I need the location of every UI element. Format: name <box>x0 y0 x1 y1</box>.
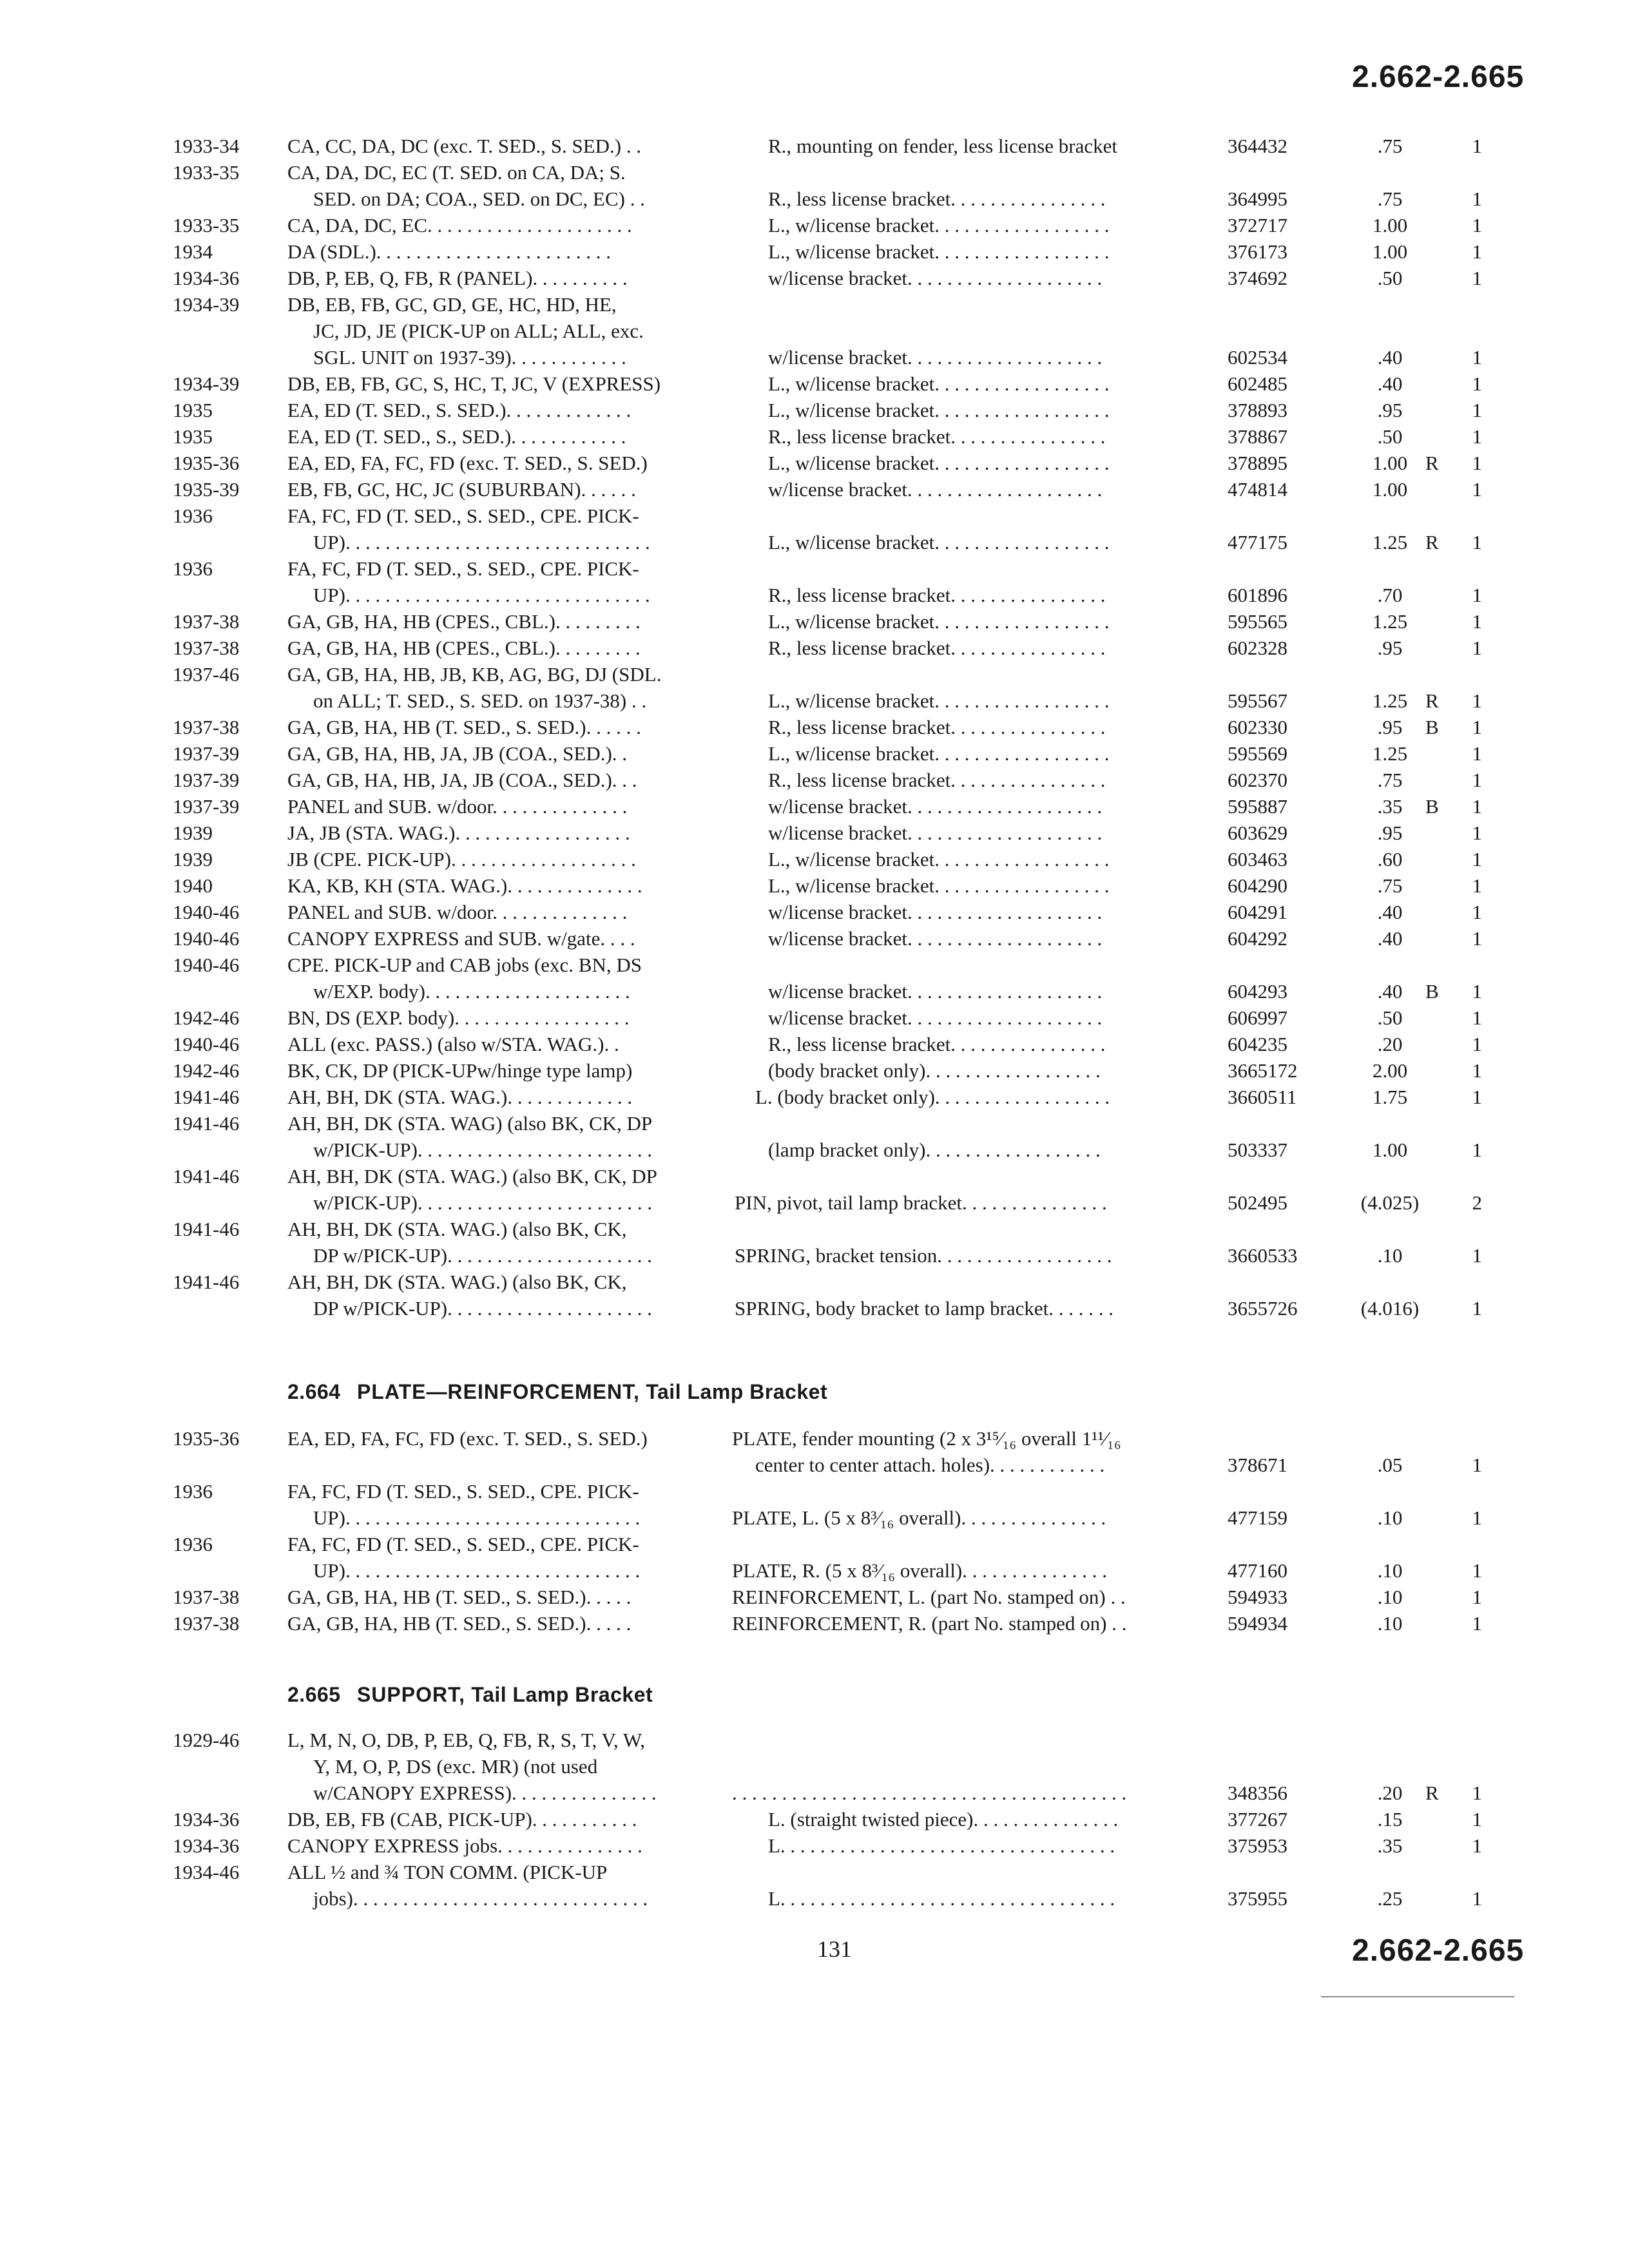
part-number-cell: 604293 <box>1228 980 1287 1003</box>
part-number-cell: 602534 <box>1228 346 1287 369</box>
part-number-cell: 477175 <box>1228 531 1287 553</box>
year-cell: 1937-38 <box>173 1612 240 1635</box>
quantity-cell: 1 <box>1472 187 1482 210</box>
year-cell: 1941-46 <box>173 1112 240 1135</box>
models-cell: SGL. UNIT on 1937-39). . . . . . . . . . . . <box>313 346 626 369</box>
description-cell: . . . . . . . . . . . . . . . . . . . . . . . . . . . . . . . . . . . . . . . . <box>732 1782 1127 1804</box>
price-cell: .10 <box>1377 1612 1403 1635</box>
models-cell: DP w/PICK-UP). . . . . . . . . . . . . . . . . . . . . <box>313 1244 652 1267</box>
quantity-cell: 1 <box>1472 478 1482 501</box>
part-number-cell: 604291 <box>1228 901 1287 923</box>
year-cell: 1929-46 <box>173 1729 240 1751</box>
part-number-cell: 595565 <box>1228 610 1287 633</box>
year-cell: 1940-46 <box>173 927 240 950</box>
footer-rule <box>1321 1996 1514 1997</box>
description-cell: L., w/license bracket. . . . . . . . . . . . . . . . . . <box>768 742 1110 765</box>
price-cell: 1.00 <box>1372 478 1408 501</box>
price-cell: .10 <box>1377 1586 1403 1608</box>
part-number-cell: 602328 <box>1228 637 1287 659</box>
part-number-cell: 602370 <box>1228 769 1287 791</box>
models-cell: EA, ED (T. SED., S., SED.). . . . . . . . . . . . <box>287 425 626 448</box>
price-cell: 1.00 <box>1372 240 1408 263</box>
models-cell: jobs). . . . . . . . . . . . . . . . . . . . . . . . . . . . . . <box>313 1887 648 1910</box>
year-cell: 1935 <box>173 425 213 448</box>
models-cell: GA, GB, HA, HB, JB, KB, AG, BG, DJ (SDL. <box>287 663 662 686</box>
part-number-cell: 474814 <box>1228 478 1287 501</box>
models-cell: DP w/PICK-UP). . . . . . . . . . . . . . . . . . . . . <box>313 1297 652 1320</box>
models-cell: w/PICK-UP). . . . . . . . . . . . . . . . . . . . . . . . <box>313 1191 653 1214</box>
year-cell: 1937-46 <box>173 663 240 686</box>
section-suffix: Tail Lamp Bracket <box>646 1380 828 1403</box>
models-cell: GA, GB, HA, HB (CPES., CBL.). . . . . . . . . <box>287 610 641 633</box>
year-cell: 1941-46 <box>173 1086 240 1108</box>
part-number-cell: 601896 <box>1228 584 1287 606</box>
models-cell: FA, FC, FD (T. SED., S. SED., CPE. PICK- <box>287 557 639 580</box>
part-number-cell: 377267 <box>1228 1808 1287 1831</box>
section-name: SUPPORT, <box>356 1683 465 1706</box>
models-cell: ALL (exc. PASS.) (also w/STA. WAG.). . <box>287 1033 619 1055</box>
price-cell: (4.025) <box>1360 1191 1420 1214</box>
models-cell: JA, JB (STA. WAG.). . . . . . . . . . . . . . . . . . <box>287 822 630 844</box>
flag-cell: R <box>1425 452 1439 474</box>
year-cell: 1934-39 <box>173 293 240 316</box>
part-number-cell: 372717 <box>1228 214 1287 236</box>
flag-cell: R <box>1425 1782 1439 1804</box>
year-cell: 1937-38 <box>173 1586 240 1608</box>
description-cell: L., w/license bracket. . . . . . . . . . . . . . . . . . <box>768 399 1110 421</box>
part-number-cell: 3665172 <box>1228 1059 1298 1082</box>
description-cell: w/license bracket. . . . . . . . . . . . . . . . . . . . <box>768 1006 1103 1029</box>
models-cell: L, M, N, O, DB, P, EB, Q, FB, R, S, T, V, W, <box>287 1729 645 1751</box>
quantity-cell: 2 <box>1472 1191 1482 1214</box>
year-cell: 1936 <box>173 505 213 527</box>
models-cell: GA, GB, HA, HB, JA, JB (COA., SED.). . . <box>287 769 637 791</box>
models-cell: DA (SDL.). . . . . . . . . . . . . . . . . . . . . . . . <box>287 240 612 263</box>
year-cell: 1941-46 <box>173 1165 240 1187</box>
year-cell: 1942-46 <box>173 1059 240 1082</box>
quantity-cell: 1 <box>1472 372 1482 395</box>
quantity-cell: 1 <box>1472 452 1482 474</box>
quantity-cell: 1 <box>1472 346 1482 369</box>
models-cell: GA, GB, HA, HB (CPES., CBL.). . . . . . . . . <box>287 637 641 659</box>
year-cell: 1935 <box>173 399 213 421</box>
models-cell: Y, M, O, P, DS (exc. MR) (not used <box>313 1755 598 1778</box>
section-heading-2-665 <box>287 1683 653 1707</box>
description-cell: L., w/license bracket. . . . . . . . . . . . . . . . . . <box>768 689 1110 712</box>
models-cell: CANOPY EXPRESS jobs. . . . . . . . . . . . . . . <box>287 1834 642 1857</box>
part-number-cell: 374692 <box>1228 267 1287 289</box>
description-cell: L., w/license bracket. . . . . . . . . . . . . . . . . . <box>768 531 1110 553</box>
models-cell: KA, KB, KH (STA. WAG.). . . . . . . . . . . . . . <box>287 874 642 897</box>
quantity-cell: 1 <box>1472 1006 1482 1029</box>
part-number-cell: 604292 <box>1228 927 1287 950</box>
price-cell: .35 <box>1377 1834 1403 1857</box>
quantity-cell: 1 <box>1472 610 1482 633</box>
price-cell: .35 <box>1377 795 1403 818</box>
description-cell: PLATE, L. (5 x 8³⁄₁₆ overall). . . . . . . . . . . . . . . <box>732 1506 1106 1529</box>
models-cell: on ALL; T. SED., S. SED. on 1937-38) . . <box>313 689 647 712</box>
page-number: 131 <box>817 1936 852 1962</box>
year-cell: 1937-38 <box>173 610 240 633</box>
models-cell: PANEL and SUB. w/door. . . . . . . . . . . . . . <box>287 901 628 923</box>
description-cell: REINFORCEMENT, L. (part No. stamped on) . . <box>732 1586 1126 1608</box>
part-number-cell: 3660533 <box>1228 1244 1298 1267</box>
part-number-cell: 606997 <box>1228 1006 1287 1029</box>
models-cell: GA, GB, HA, HB (T. SED., S. SED.). . . . . <box>287 1612 631 1635</box>
models-cell: DB, EB, FB, GC, GD, GE, HC, HD, HE, <box>287 293 617 316</box>
part-number-cell: 378893 <box>1228 399 1287 421</box>
models-cell: UP). . . . . . . . . . . . . . . . . . . . . . . . . . . . . . . <box>313 531 650 553</box>
description-cell: L. . . . . . . . . . . . . . . . . . . . . . . . . . . . . . . . . . <box>768 1834 1115 1857</box>
quantity-cell: 1 <box>1472 769 1482 791</box>
description-cell: w/license bracket. . . . . . . . . . . . . . . . . . . . <box>768 901 1103 923</box>
models-cell: EA, ED (T. SED., S. SED.). . . . . . . . . . . . . <box>287 399 631 421</box>
price-cell: .95 <box>1377 637 1403 659</box>
quantity-cell: 1 <box>1472 1559 1482 1582</box>
price-cell: .20 <box>1377 1033 1403 1055</box>
price-cell: 1.25 <box>1372 531 1408 553</box>
price-cell: .75 <box>1377 769 1403 791</box>
year-cell: 1937-39 <box>173 742 240 765</box>
part-number-cell: 595887 <box>1228 795 1287 818</box>
models-cell: AH, BH, DK (STA. WAG.) (also BK, CK, <box>287 1218 627 1240</box>
year-cell: 1937-38 <box>173 716 240 738</box>
models-cell: BN, DS (EXP. body). . . . . . . . . . . . . . . . . . <box>287 1006 630 1029</box>
quantity-cell: 1 <box>1472 399 1482 421</box>
description-cell: (lamp bracket only). . . . . . . . . . . . . . . . . . <box>768 1139 1101 1161</box>
price-cell: 2.00 <box>1372 1059 1408 1082</box>
part-number-cell: 477160 <box>1228 1559 1287 1582</box>
models-cell: EA, ED, FA, FC, FD (exc. T. SED., S. SED.) <box>287 1427 648 1450</box>
models-cell: CPE. PICK-UP and CAB jobs (exc. BN, DS <box>287 954 642 976</box>
year-cell: 1934-36 <box>173 267 240 289</box>
price-cell: .50 <box>1377 1006 1403 1029</box>
year-cell: 1939 <box>173 848 213 870</box>
price-cell: 1.25 <box>1372 689 1408 712</box>
part-number-cell: 477159 <box>1228 1506 1287 1529</box>
quantity-cell: 1 <box>1472 1834 1482 1857</box>
part-number-cell: 594933 <box>1228 1586 1287 1608</box>
section-number: 2.665 <box>287 1683 341 1706</box>
price-cell: .95 <box>1377 399 1403 421</box>
price-cell: .50 <box>1377 425 1403 448</box>
quantity-cell: 1 <box>1472 1244 1482 1267</box>
description-cell: L., w/license bracket. . . . . . . . . . . . . . . . . . <box>768 240 1110 263</box>
models-cell: UP). . . . . . . . . . . . . . . . . . . . . . . . . . . . . . . <box>313 584 650 606</box>
description-cell: L. (straight twisted piece). . . . . . . . . . . . . . . <box>768 1808 1119 1831</box>
quantity-cell: 1 <box>1472 1454 1482 1476</box>
year-cell: 1933-35 <box>173 161 240 184</box>
models-cell: AH, BH, DK (STA. WAG.) (also BK, CK, <box>287 1271 627 1293</box>
price-cell: .95 <box>1377 716 1403 738</box>
models-cell: FA, FC, FD (T. SED., S. SED., CPE. PICK- <box>287 1533 639 1555</box>
part-number-cell: 602485 <box>1228 372 1287 395</box>
year-cell: 1942-46 <box>173 1006 240 1029</box>
part-number-cell: 376173 <box>1228 240 1287 263</box>
description-cell: w/license bracket. . . . . . . . . . . . . . . . . . . . <box>768 795 1103 818</box>
part-number-cell: 595567 <box>1228 689 1287 712</box>
description-cell: REINFORCEMENT, R. (part No. stamped on) . . <box>732 1612 1127 1635</box>
price-cell: 1.25 <box>1372 742 1408 765</box>
description-cell: R., less license bracket. . . . . . . . . . . . . . . . <box>768 187 1106 210</box>
section-number: 2.664 <box>287 1380 341 1403</box>
price-cell: .10 <box>1377 1244 1403 1267</box>
quantity-cell: 1 <box>1472 1297 1482 1320</box>
year-cell: 1933-34 <box>173 135 240 157</box>
price-cell: .75 <box>1377 874 1403 897</box>
models-cell: CANOPY EXPRESS and SUB. w/gate. . . . <box>287 927 635 950</box>
price-cell: .25 <box>1377 1887 1403 1910</box>
price-cell: .05 <box>1377 1454 1403 1476</box>
price-cell: .10 <box>1377 1506 1403 1529</box>
price-cell: 1.00 <box>1372 1139 1408 1161</box>
models-cell: w/CANOPY EXPRESS). . . . . . . . . . . . . . . <box>313 1782 657 1804</box>
year-cell: 1934 <box>173 240 213 263</box>
year-cell: 1940-46 <box>173 901 240 923</box>
models-cell: EA, ED, FA, FC, FD (exc. T. SED., S. SED.) <box>287 452 648 474</box>
year-cell: 1936 <box>173 1533 213 1555</box>
price-cell: (4.016) <box>1360 1297 1420 1320</box>
models-cell: GA, GB, HA, HB, JA, JB (COA., SED.). . <box>287 742 628 765</box>
year-cell: 1941-46 <box>173 1218 240 1240</box>
description-cell: R., less license bracket. . . . . . . . . . . . . . . . <box>768 425 1106 448</box>
models-cell: JC, JD, JE (PICK-UP on ALL; ALL, exc. <box>313 320 644 342</box>
year-cell: 1936 <box>173 1480 213 1503</box>
models-cell: DB, EB, FB (CAB, PICK-UP). . . . . . . . . . . <box>287 1808 637 1831</box>
models-cell: AH, BH, DK (STA. WAG.). . . . . . . . . . . . . <box>287 1086 633 1108</box>
models-cell: PANEL and SUB. w/door. . . . . . . . . . . . . . <box>287 795 628 818</box>
year-cell: 1934-36 <box>173 1834 240 1857</box>
price-cell: .20 <box>1377 1782 1403 1804</box>
section-suffix: Tail Lamp Bracket <box>471 1683 653 1706</box>
quantity-cell: 1 <box>1472 1059 1482 1082</box>
quantity-cell: 1 <box>1472 1586 1482 1608</box>
price-cell: .15 <box>1377 1808 1403 1831</box>
quantity-cell: 1 <box>1472 214 1482 236</box>
year-cell: 1941-46 <box>173 1271 240 1293</box>
quantity-cell: 1 <box>1472 135 1482 157</box>
models-cell: CA, DA, DC, EC (T. SED. on CA, DA; S. <box>287 161 626 184</box>
part-number-cell: 603629 <box>1228 822 1287 844</box>
part-number-cell: 3660511 <box>1228 1086 1297 1108</box>
description-cell: R., less license bracket. . . . . . . . . . . . . . . . <box>768 584 1106 606</box>
price-cell: .60 <box>1377 848 1403 870</box>
description-cell: R., mounting on fender, less license bracket <box>768 135 1117 157</box>
part-number-cell: 3655726 <box>1228 1297 1298 1320</box>
description-cell: PIN, pivot, tail lamp bracket. . . . . . . . . . . . . . . <box>735 1191 1107 1214</box>
description-cell: L., w/license bracket. . . . . . . . . . . . . . . . . . <box>768 874 1110 897</box>
flag-cell: R <box>1425 531 1439 553</box>
models-cell: EB, FB, GC, HC, JC (SUBURBAN). . . . . . <box>287 478 636 501</box>
description-cell: SPRING, bracket tension. . . . . . . . . . . . . . . . . . <box>735 1244 1112 1267</box>
quantity-cell: 1 <box>1472 874 1482 897</box>
models-cell: DB, P, EB, Q, FB, R (PANEL). . . . . . . . . . <box>287 267 628 289</box>
price-cell: 1.75 <box>1372 1086 1408 1108</box>
year-cell: 1936 <box>173 557 213 580</box>
description-cell: L., w/license bracket. . . . . . . . . . . . . . . . . . <box>768 372 1110 395</box>
price-cell: .75 <box>1377 135 1403 157</box>
price-cell: .95 <box>1377 822 1403 844</box>
quantity-cell: 1 <box>1472 584 1482 606</box>
quantity-cell: 1 <box>1472 637 1482 659</box>
price-cell: .40 <box>1377 346 1403 369</box>
quantity-cell: 1 <box>1472 240 1482 263</box>
price-cell: .70 <box>1377 584 1403 606</box>
year-cell: 1937-39 <box>173 769 240 791</box>
part-number-cell: 364995 <box>1228 187 1287 210</box>
part-number-cell: 378895 <box>1228 452 1287 474</box>
description-cell: w/license bracket. . . . . . . . . . . . . . . . . . . . <box>768 267 1103 289</box>
description-cell: L. . . . . . . . . . . . . . . . . . . . . . . . . . . . . . . . . . <box>768 1887 1115 1910</box>
description-cell: w/license bracket. . . . . . . . . . . . . . . . . . . . <box>768 927 1103 950</box>
quantity-cell: 1 <box>1472 267 1482 289</box>
year-cell: 1940-46 <box>173 1033 240 1055</box>
year-cell: 1934-39 <box>173 372 240 395</box>
part-number-cell: 375953 <box>1228 1834 1287 1857</box>
models-cell: FA, FC, FD (T. SED., S. SED., CPE. PICK- <box>287 1480 639 1503</box>
part-number-cell: 603463 <box>1228 848 1287 870</box>
quantity-cell: 1 <box>1472 742 1482 765</box>
description-cell: L., w/license bracket. . . . . . . . . . . . . . . . . . <box>768 610 1110 633</box>
year-cell: 1937-39 <box>173 795 240 818</box>
quantity-cell: 1 <box>1472 1139 1482 1161</box>
description-cell: (body bracket only). . . . . . . . . . . . . . . . . . <box>768 1059 1101 1082</box>
description-cell: w/license bracket. . . . . . . . . . . . . . . . . . . . <box>768 346 1103 369</box>
price-cell: 1.00 <box>1372 214 1408 236</box>
flag-cell: B <box>1425 795 1439 818</box>
models-cell: GA, GB, HA, HB (T. SED., S. SED.). . . . . <box>287 1586 631 1608</box>
year-cell: 1935-36 <box>173 452 240 474</box>
models-cell: ALL ½ and ¾ TON COMM. (PICK-UP <box>287 1861 608 1883</box>
part-number-cell: 503337 <box>1228 1139 1287 1161</box>
models-cell: BK, CK, DP (PICK-UPw/hinge type lamp) <box>287 1059 633 1082</box>
description-cell: PLATE, R. (5 x 8³⁄₁₆ overall). . . . . . . . . . . . . . . <box>732 1559 1107 1582</box>
part-number-cell: 378671 <box>1228 1454 1287 1476</box>
models-cell: SED. on DA; COA., SED. on DC, EC) . . <box>313 187 645 210</box>
description-cell: PLATE, fender mounting (2 x 3¹⁵⁄₁₆ overall 1¹¹⁄₁₆ <box>732 1427 1121 1450</box>
quantity-cell: 1 <box>1472 1782 1482 1804</box>
price-cell: .40 <box>1377 372 1403 395</box>
price-cell: .50 <box>1377 267 1403 289</box>
description-cell: R., less license bracket. . . . . . . . . . . . . . . . <box>768 1033 1106 1055</box>
flag-cell: B <box>1425 980 1439 1003</box>
year-cell: 1934-46 <box>173 1861 240 1883</box>
quantity-cell: 1 <box>1472 1506 1482 1529</box>
quantity-cell: 1 <box>1472 689 1482 712</box>
description-cell: SPRING, body bracket to lamp bracket. . . . . . . <box>735 1297 1114 1320</box>
price-cell: .40 <box>1377 980 1403 1003</box>
models-cell: FA, FC, FD (T. SED., S. SED., CPE. PICK- <box>287 505 639 527</box>
part-number-cell: 604290 <box>1228 874 1287 897</box>
part-number-cell: 364432 <box>1228 135 1287 157</box>
quantity-cell: 1 <box>1472 1033 1482 1055</box>
models-cell: w/EXP. body). . . . . . . . . . . . . . . . . . . . . <box>313 980 630 1003</box>
quantity-cell: 1 <box>1472 1808 1482 1831</box>
description-cell: L., w/license bracket. . . . . . . . . . . . . . . . . . <box>768 214 1110 236</box>
year-cell: 1940 <box>173 874 213 897</box>
description-cell: center to center attach. holes). . . . . . . . . . . . <box>755 1454 1105 1476</box>
price-cell: 1.25 <box>1372 610 1408 633</box>
year-cell: 1939 <box>173 822 213 844</box>
quantity-cell: 1 <box>1472 795 1482 818</box>
part-number-cell: 375955 <box>1228 1887 1287 1910</box>
section-heading-2-664 <box>287 1380 827 1404</box>
description-cell: L., w/license bracket. . . . . . . . . . . . . . . . . . <box>768 452 1110 474</box>
models-cell: GA, GB, HA, HB (T. SED., S. SED.). . . . . . <box>287 716 641 738</box>
page-code-footer: 2.662-2.665 <box>1352 1934 1525 1968</box>
quantity-cell: 1 <box>1472 927 1482 950</box>
flag-cell: R <box>1425 689 1439 712</box>
quantity-cell: 1 <box>1472 848 1482 870</box>
part-number-cell: 348356 <box>1228 1782 1287 1804</box>
models-cell: DB, EB, FB, GC, S, HC, T, JC, V (EXPRESS) <box>287 372 661 395</box>
description-cell: R., less license bracket. . . . . . . . . . . . . . . . <box>768 716 1106 738</box>
quantity-cell: 1 <box>1472 1612 1482 1635</box>
quantity-cell: 1 <box>1472 425 1482 448</box>
price-cell: .40 <box>1377 901 1403 923</box>
models-cell: JB (CPE. PICK-UP). . . . . . . . . . . . . . . . . . . <box>287 848 636 870</box>
part-number-cell: 502495 <box>1228 1191 1287 1214</box>
models-cell: CA, CC, DA, DC (exc. T. SED., S. SED.) . . <box>287 135 642 157</box>
description-cell: R., less license bracket. . . . . . . . . . . . . . . . <box>768 637 1106 659</box>
description-cell: w/license bracket. . . . . . . . . . . . . . . . . . . . <box>768 478 1103 501</box>
quantity-cell: 1 <box>1472 1887 1482 1910</box>
quantity-cell: 1 <box>1472 1086 1482 1108</box>
models-cell: w/PICK-UP). . . . . . . . . . . . . . . . . . . . . . . . <box>313 1139 653 1161</box>
quantity-cell: 1 <box>1472 980 1482 1003</box>
part-number-cell: 602330 <box>1228 716 1287 738</box>
quantity-cell: 1 <box>1472 901 1482 923</box>
description-cell: L., w/license bracket. . . . . . . . . . . . . . . . . . <box>768 848 1110 870</box>
models-cell: UP). . . . . . . . . . . . . . . . . . . . . . . . . . . . . . <box>313 1506 641 1529</box>
part-number-cell: 594934 <box>1228 1612 1287 1635</box>
quantity-cell: 1 <box>1472 822 1482 844</box>
year-cell: 1940-46 <box>173 954 240 976</box>
description-cell: w/license bracket. . . . . . . . . . . . . . . . . . . . <box>768 822 1103 844</box>
price-cell: .75 <box>1377 187 1403 210</box>
description-cell: R., less license bracket. . . . . . . . . . . . . . . . <box>768 769 1106 791</box>
models-cell: AH, BH, DK (STA. WAG) (also BK, CK, DP <box>287 1112 653 1135</box>
part-number-cell: 604235 <box>1228 1033 1287 1055</box>
page-code-header: 2.662-2.665 <box>1352 60 1525 94</box>
part-number-cell: 378867 <box>1228 425 1287 448</box>
price-cell: 1.00 <box>1372 452 1408 474</box>
description-cell: w/license bracket. . . . . . . . . . . . . . . . . . . . <box>768 980 1103 1003</box>
year-cell: 1937-38 <box>173 637 240 659</box>
year-cell: 1935-36 <box>173 1427 240 1450</box>
year-cell: 1934-36 <box>173 1808 240 1831</box>
price-cell: .10 <box>1377 1559 1403 1582</box>
section-name: PLATE—REINFORCEMENT, <box>356 1380 640 1403</box>
quantity-cell: 1 <box>1472 531 1482 553</box>
quantity-cell: 1 <box>1472 716 1482 738</box>
models-cell: UP). . . . . . . . . . . . . . . . . . . . . . . . . . . . . . <box>313 1559 641 1582</box>
models-cell: AH, BH, DK (STA. WAG.) (also BK, CK, DP <box>287 1165 657 1187</box>
part-number-cell: 595569 <box>1228 742 1287 765</box>
flag-cell: B <box>1425 716 1439 738</box>
price-cell: .40 <box>1377 927 1403 950</box>
year-cell: 1933-35 <box>173 214 240 236</box>
models-cell: CA, DA, DC, EC. . . . . . . . . . . . . . . . . . . . . <box>287 214 632 236</box>
year-cell: 1935-39 <box>173 478 240 501</box>
description-cell: L. (body bracket only). . . . . . . . . . . . . . . . . . <box>755 1086 1110 1108</box>
